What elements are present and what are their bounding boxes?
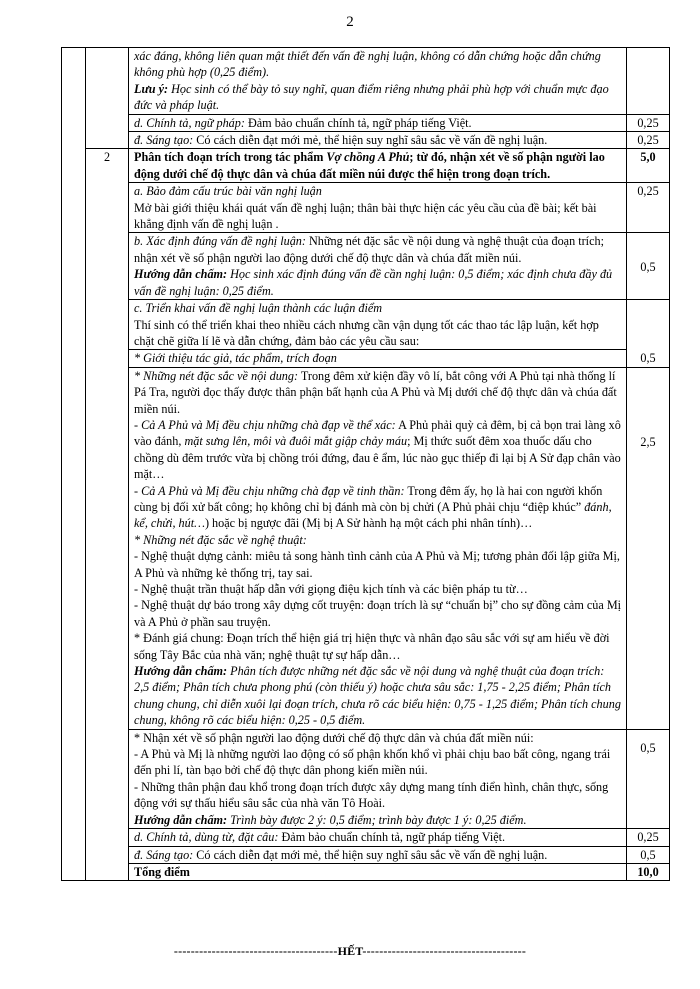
part-b-label: b. Xác định đúng vấn đề nghị luận: — [134, 234, 306, 249]
fate-guide-text: Trình bày được 2 ý: 0,5 điểm; trình bày được 1 ý: 0,25 điểm. — [227, 812, 527, 827]
fate-score: 0,5 — [640, 740, 656, 755]
fate-label: * Nhận xét về số phận người lao động dưới chế độ thực dân và chúa đất miền núi: — [134, 730, 534, 745]
table-row — [62, 846, 670, 863]
art-label: * Những nét đặc sắc về nghệ thuật: — [134, 532, 307, 547]
mental-label: - Cả A Phủ và Mị đều chịu những chà đạp về tinh thần: — [134, 483, 405, 498]
part-b-text: Những nét đặc sắc về nội dung và nghệ thuật của đoạn trích; nhận xét về số phận người lao động dưới chế độ thực dân và chúa đất miền núi. — [134, 234, 604, 265]
grammar-text: Đảm bảo chuẩn chính tả, ngữ pháp tiếng Việt. — [244, 115, 472, 130]
part-e-text: Có cách diễn đạt mới mẻ, thể hiện suy nghĩ sâu sắc về vấn đề nghị luận. — [193, 847, 548, 862]
part-d-text: Đảm bảo chuẩn chính tả, ngữ pháp tiếng Việt. — [278, 830, 506, 845]
work-title: Vợ chồng A Phủ — [326, 150, 410, 165]
table-row — [62, 149, 670, 183]
creative-text: Có cách diễn đạt mới mẻ, thể hiện suy nghĩ sâu sắc về vấn đề nghị luận. — [193, 133, 548, 148]
part-b-guide-label: Hướng dẫn chấm: — [134, 267, 228, 282]
physical-label: - Cả A Phủ và Mị đều chịu những chà đạp về thể xác: — [134, 417, 396, 432]
note-label: Lưu ý: — [134, 81, 169, 96]
note-text: Học sinh có thể bày tỏ suy nghĩ, quan điểm riêng nhưng phải phù hợp với chuẩn mực đạo đức và pháp luật. — [134, 81, 609, 113]
question-total-score: 5,0 — [627, 149, 670, 183]
table-row — [62, 114, 670, 131]
part-c-guide-text: Phân tích được những nét đặc sắc về nội dung và nghệ thuật của đoạn trích: 2,5 điểm; Phân tích chưa phong phú (còn thiếu ý) hoặc chưa sâu sắc: 1,75 - 2,25 điểm; Phân tích chung chung, chỉ diễn xuôi lại đoạn trích, chưa rõ các biểu hiện: 0,75 - 1,25 điểm; Phân tích chung chung, không rõ các biểu hiện: 0,25 - 0,5 điểm. — [134, 664, 621, 728]
part-d-score: 0,25 — [627, 829, 670, 846]
part-a-label: a. Bảo đảm cấu trúc bài văn nghị luận — [134, 184, 322, 199]
table-row — [62, 300, 670, 368]
mental-quote: đánh, kể, chửi, hút… — [134, 499, 612, 531]
fate-item-1: - A Phủ và Mị là những người lao động có số phận khốn khổ vì phải chịu bao bất công, ngang trái đến phi lí, tàn bạo bởi chế độ thực dân phong kiến miền núi. — [134, 747, 611, 778]
total-score: 10,0 — [627, 863, 670, 880]
part-c-label: c. Triển khai vấn đề nghị luận thành các luận điểm — [134, 301, 383, 316]
part-c-content-score: 2,5 — [640, 434, 656, 449]
grammar-label: d. Chính tả, ngữ pháp: — [134, 115, 245, 130]
creative-score: 0,25 — [627, 132, 670, 149]
table-row — [62, 863, 670, 880]
part-c-intro-score: 0,5 — [640, 351, 656, 366]
part-b-score: 0,5 — [640, 260, 656, 275]
question-prompt: Phân tích đoạn trích trong tác phẩm Vợ chồng A Phủ; từ đó, nhận xét về số phận người lao động dưới chế độ thực dân và chúa đất miền núi được thể hiện trong đoạn trích. — [129, 149, 627, 183]
part-e-label: đ. Sáng tạo: — [134, 847, 194, 862]
table-row — [62, 729, 670, 828]
table-row — [62, 183, 670, 233]
fate-item-2: - Những thân phận đau khổ trong đoạn trích được xây dựng mang tính điển hình, chân thực, sống động với sự thấu hiểu sâu sắc của nhà văn Tô Hoài. — [134, 779, 609, 811]
total-label: Tổng điểm — [129, 863, 627, 880]
part-a-score: 0,25 — [627, 183, 670, 233]
part-e-score: 0,5 — [627, 846, 670, 863]
art-item-2: - Nghệ thuật trần thuật hấp dẫn với giọng điệu kịch tính và các biện pháp tu từ… — [134, 582, 528, 596]
content-label: * Những nét đặc sắc về nội dung: — [134, 368, 299, 383]
creative-label: đ. Sáng tạo: — [134, 133, 194, 148]
part-c-guide-label: Hướng dẫn chấm: — [134, 664, 228, 679]
table-row — [62, 132, 670, 149]
grading-table — [61, 47, 670, 881]
part-a-text: Mở bài giới thiệu khái quát vấn đề nghị luận; thân bài thực hiện các yêu cầu của đề bài; kết bài khẳng định vấn đề nghị luận . — [134, 200, 597, 232]
content-text: Trong đêm xử kiện đầy vô lí, bắt công với A Phủ tại nhà thống lí Pá Tra, người đọc thấy được thân phận bất hạnh của A Phủ và Mị dưới chế độ thực dân và chúa đất miền núi. — [134, 368, 617, 416]
part-d-label: d. Chính tả, dùng từ, đặt câu: — [134, 830, 279, 845]
continuation-text: xác đáng, không liên quan mật thiết đến vấn đề nghị luận, không có dẫn chứng hoặc dẫn chứng không phù hợp (0,25 điểm). — [134, 49, 601, 80]
page-number: 2 — [346, 14, 354, 30]
table-row — [62, 233, 670, 300]
part-c-intro: Thí sinh có thể triển khai theo nhiều cách nhưng cần vận dụng tốt các thao tác lập luận, kết hợp chặt chẽ giữa lí lẽ và dẫn chứng, đảm bảo các yêu cầu sau: — [134, 317, 599, 348]
grammar-score: 0,25 — [627, 114, 670, 131]
question-number: 2 — [86, 149, 129, 881]
art-item-3: - Nghệ thuật dự báo trong xây dựng cốt truyện: đoạn trích là sự “chuẩn bị” cho sự đồng cảm của Mị và A Phủ ở phần sau truyện. — [134, 598, 622, 629]
part-b-guide-text: Học sinh xác định đúng vấn đề cần nghị luận: 0,5 điểm; xác định chưa đầy đủ vấn đề nghị luận: 0,25 điểm. — [134, 267, 613, 298]
table-row — [62, 48, 670, 115]
physical-quote: mặt sưng lên, môi và đuôi mắt giập chảy máu — [184, 434, 408, 449]
table-row: * Những nét đặc sắc về nội dung: Trong đêm xử kiện đầy vô lí, bắt công với A Phủ tại nhà thống lí Pá Tra, người đọc thấy được thân phận bất hạnh của A Phủ và Mị dưới chế độ thực dân và chúa đất miền núi. - Cả A Phủ và Mị đều chịu những chà đạp về thể xác: A Phủ phải quỳ cả đêm, bị cả bọn trai làng xô vào đánh, mặt sưng lên, môi và đuôi mắt giập chảy máu; Mị thức suốt đêm xoa thuốc dấu cho chồng dù đêm trước vừa bị chồng trói đứng, đau ê ẩm, lúc nào gục thiếp đi lại bị A Sử đạp chân vào mặt… - Cả A Phủ và Mị đều chịu những chà đạp về tinh thần: Trong đêm ấy, họ là hai con người khốn cùng bị đối xử bất công; họ không chỉ bị đánh mà còn bị chửi (A Phủ phải chịu “điệp khúc” đánh, kể, chửi, hút…) hoặc bị ngược đãi (Mị bị A Sử hành hạ một cách phi nhân tính)… * Những nét đặc sắc về nghệ thuật: - Nghệ thuật dựng cảnh: miêu tả song hành tình cảnh của A Phủ và Mị; tương phản đối lập giữa Mị, A Phủ và những kẻ thống trị, tay sai. - Nghệ thuật trần thuật hấp dẫn với giọng điệu kịch tính và các biện pháp tu từ… - Nghệ thuật dự báo trong xây dựng cốt truyện: đoạn trích là sự “chuẩn bị” cho sự đồng cảm của Mị và A Phủ ở phần sau truyện. * Đánh giá chung: Đoạn trích thể hiện giá trị hiện thực và nhân đạo sâu sắc với sự am hiểu về đời sống Tây Bắc của nhà văn; nghệ thuật tự sự hấp dẫn… Hướng dẫn chấm: Phân tích được những nét đặc sắc về nội dung và nghệ thuật của đoạn trích: 2,5 điểm; Phân tích chưa phong phú (còn thiếu ý) hoặc chưa sâu sắc: 1,75 - 2,25 điểm; Phân tích chung chung, chỉ diễn xuôi lại đoạn trích, chưa rõ các biểu hiện: 0,75 - 1,25 điểm; Phân tích chung chung, không rõ các biểu hiện: 0,25 - 0,5 điểm. 2,5 — [62, 367, 670, 729]
art-item-1: - Nghệ thuật dựng cảnh: miêu tả song hành tình cảnh của A Phủ và Mị; tương phản đối lập giữa Mị, A Phủ và những kẻ thống trị, tay sai. — [134, 549, 620, 580]
end-marker: ---------------------------------------HẾT--------------------------------------- — [173, 944, 527, 958]
fate-guide-label: Hướng dẫn chấm: — [134, 812, 228, 827]
part-c-intro-item: * Giới thiệu tác giả, tác phẩm, trích đoạn — [129, 349, 626, 366]
table-row — [62, 829, 670, 846]
continuation-criteria — [129, 48, 627, 115]
overall-evaluation: * Đánh giá chung: Đoạn trích thể hiện giá trị hiện thực và nhân đạo sâu sắc với sự am hiểu về đời sống Tây Bắc của nhà văn; nghệ thuật tự sự hấp dẫn… — [134, 631, 610, 662]
